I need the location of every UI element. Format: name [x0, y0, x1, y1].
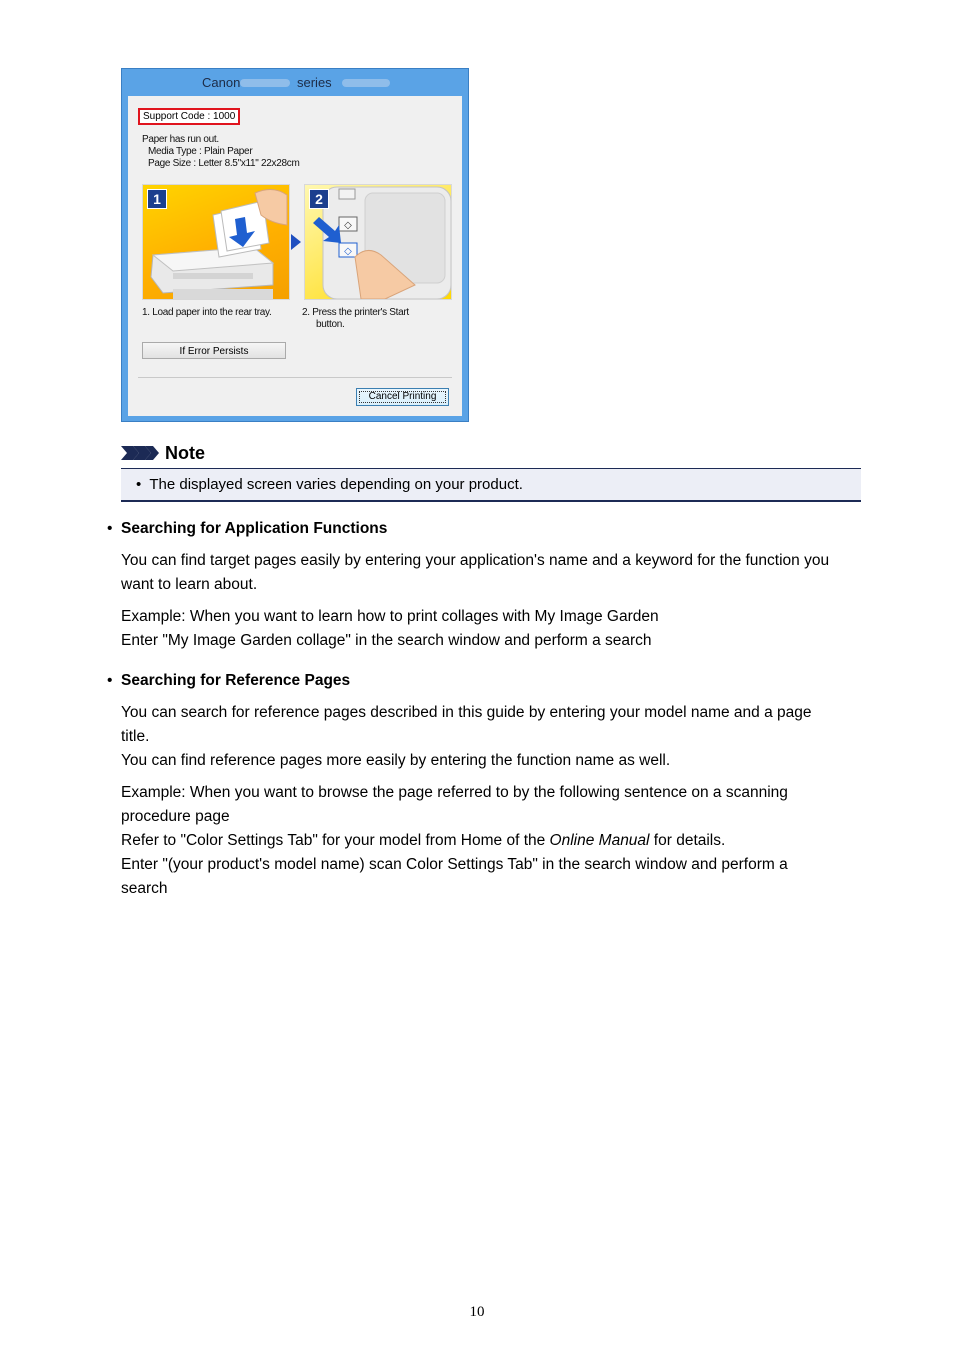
- ref-para2-line4: Enter "(your product's model name) scan Color Settings Tab" in the search window and perform a: [121, 856, 788, 873]
- step2-caption: [302, 307, 452, 331]
- note-chevrons-icon: [121, 444, 161, 462]
- error-message-line: Paper has run out.: [142, 134, 219, 145]
- note-item-text: The displayed screen varies depending on your product.: [149, 476, 523, 493]
- note-box: [121, 468, 861, 502]
- dialog-title-series: series: [297, 75, 332, 90]
- ref-line3-part1: Refer to "Color Settings Tab" for your model from Home of the: [121, 832, 550, 849]
- cancel-printing-button[interactable]: Cancel Printing: [356, 388, 449, 406]
- ref-para2-line3: [121, 829, 725, 853]
- ref-para1-line2: title.: [121, 728, 150, 745]
- note-item: [136, 476, 523, 494]
- step1-number-badge: 1: [147, 189, 167, 209]
- step-arrow-icon: [291, 234, 301, 250]
- app-para2-line1: Example: When you want to learn how to print collages with My Image Garden: [121, 608, 659, 625]
- ref-para1-line3: You can find reference pages more easily by entering the function name as well.: [121, 752, 671, 769]
- online-manual-link-text: Online Manual: [549, 832, 650, 849]
- ref-para2-line5: search: [121, 880, 168, 897]
- ref-para2-line1: Example: When you want to browse the page referred to by the following sentence on a scanning: [121, 784, 788, 801]
- dialog-title-canon: Canon: [202, 75, 241, 90]
- ref-line3-part3: for details.: [649, 832, 726, 849]
- printer-error-dialog-screenshot: [121, 68, 469, 422]
- dialog-divider: [138, 377, 452, 378]
- step2-number-badge: 2: [309, 189, 329, 209]
- media-type-line: Media Type : Plain Paper: [148, 146, 253, 157]
- heading-reference-pages: Searching for Reference Pages: [121, 672, 351, 689]
- blurred-printer-id: [342, 79, 390, 87]
- step2-press-start-image: [304, 184, 452, 300]
- app-para2-line2: Enter "My Image Garden collage" in the search window and perform a search: [121, 632, 652, 649]
- step2-caption-line2: button.: [316, 319, 345, 330]
- dialog-title-bar: [122, 69, 468, 96]
- bullet-app-functions: •: [107, 520, 113, 537]
- ref-para2-line2: procedure page: [121, 808, 230, 825]
- app-para1-line2: want to learn about.: [121, 576, 258, 593]
- blurred-model-name: [240, 79, 290, 87]
- note-bullet: •: [136, 476, 142, 493]
- step1-load-paper-image: [142, 184, 290, 300]
- support-code-label: Support Code : 1000: [138, 108, 240, 125]
- dialog-body: [128, 96, 462, 416]
- if-error-persists-button[interactable]: If Error Persists: [142, 342, 286, 359]
- heading-app-functions: Searching for Application Functions: [121, 520, 388, 537]
- error-message: [142, 134, 300, 170]
- bullet-reference-pages: •: [107, 672, 113, 689]
- svg-text:◇: ◇: [344, 246, 352, 257]
- page-number: 10: [469, 1304, 485, 1320]
- note-title: Note: [165, 443, 205, 463]
- svg-text:◇: ◇: [344, 220, 352, 231]
- step2-caption-line1: 2. Press the printer's Start: [302, 307, 409, 318]
- page-size-line: Page Size : Letter 8.5"x11" 22x28cm: [148, 158, 300, 169]
- app-para1-line1: You can find target pages easily by entering your application's name and a keyword for the function you: [121, 552, 830, 569]
- step1-caption: 1. Load paper into the rear tray.: [142, 307, 272, 318]
- ref-para1-line1: You can search for reference pages described in this guide by entering your model name and a page: [121, 704, 812, 721]
